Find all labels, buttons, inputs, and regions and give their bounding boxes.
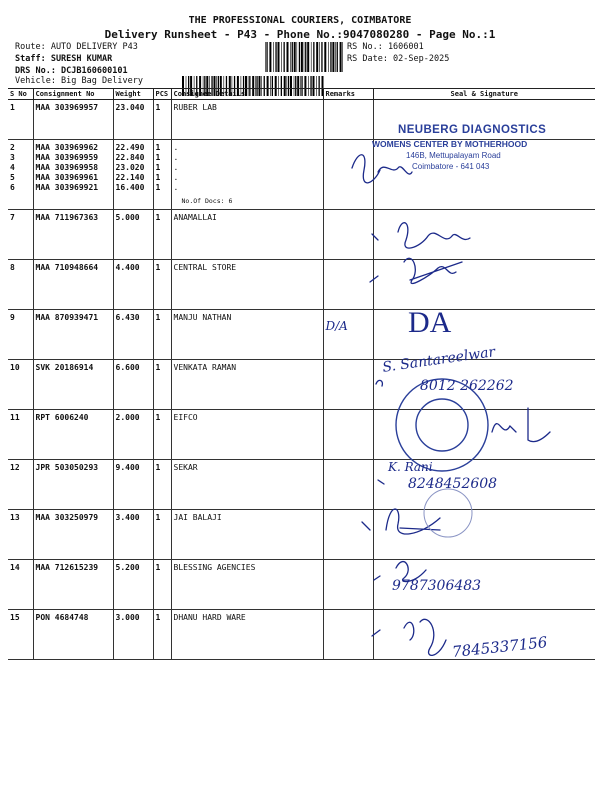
cell-remarks	[323, 260, 373, 310]
cell-sno	[8, 360, 33, 410]
cell-consignee-value: SEKAR	[173, 463, 198, 472]
cell-pcs	[153, 410, 171, 460]
cell-consignment	[33, 460, 113, 510]
table-row	[8, 460, 595, 510]
cell-pcs-value: 1	[155, 183, 161, 192]
col-weight: Weight	[113, 89, 153, 100]
cell-consignee	[171, 210, 323, 260]
cell-pcs-value: 1	[155, 463, 161, 472]
cell-consignment-value: JPR 503050293	[35, 463, 99, 472]
cell-weight-value: 22.140	[115, 173, 145, 182]
cell-consignee	[171, 100, 323, 140]
cell-sno	[8, 410, 33, 460]
cell-remarks	[323, 560, 373, 610]
cell-seal-signature	[373, 260, 595, 310]
cell-weight	[113, 560, 153, 610]
cell-sno-value: 10	[10, 363, 20, 372]
cell-sno-value: 1	[10, 103, 15, 112]
cell-consignment-value: MAA 303969958	[35, 163, 99, 172]
cell-pcs	[153, 100, 171, 140]
cell-weight-value: 6.600	[115, 363, 140, 372]
cell-remarks	[323, 310, 373, 360]
cell-sno-value: 15	[10, 613, 20, 622]
cell-weight-value: 23.020	[115, 163, 145, 172]
cell-sno-value: 11	[10, 413, 20, 422]
cell-consignee-value: JAI BALAJI	[173, 513, 222, 522]
cell-consignee-value: DHANU HARD WARE	[173, 613, 246, 622]
cell-pcs-value: 1	[155, 103, 161, 112]
cell-consignment	[33, 410, 113, 460]
cell-pcs	[153, 510, 171, 560]
cell-sno-value: 2	[10, 143, 15, 152]
cell-consignment	[33, 510, 113, 560]
cell-sno-value: 9	[10, 313, 15, 322]
cell-pcs	[153, 310, 171, 360]
cell-pcs	[153, 560, 171, 610]
table-row	[8, 510, 595, 560]
cell-consignment-value: SVK 20186914	[35, 363, 94, 372]
cell-pcs-value: 1	[155, 213, 161, 222]
cell-weight-value: 5.000	[115, 213, 140, 222]
cell-weight	[113, 410, 153, 460]
col-seal: Seal & Signature	[373, 89, 595, 100]
stamp-neuberg-line2: 146B, Mettupalayam Road	[406, 151, 501, 160]
table-header	[8, 89, 595, 100]
cell-sno-value: 4	[10, 163, 15, 172]
cell-consignee-value: VENKATA RAMAN	[173, 363, 237, 372]
cell-pcs-value: 1	[155, 513, 161, 522]
cell-sno	[8, 140, 33, 210]
cell-weight-value: 22.840	[115, 153, 145, 162]
cell-weight-value: 6.430	[115, 313, 140, 322]
cell-consignee	[171, 140, 323, 210]
cell-weight-value: 22.490	[115, 143, 145, 152]
cell-consignment	[33, 560, 113, 610]
stamp-neuberg-name: NEUBERG DIAGNOSTICS	[398, 124, 547, 136]
cell-sno	[8, 460, 33, 510]
cell-consignee-value: .	[173, 143, 179, 152]
cell-remarks	[323, 460, 373, 510]
cell-pcs	[153, 260, 171, 310]
cell-consignee-value: CENTRAL STORE	[173, 263, 237, 272]
cell-sno	[8, 100, 33, 140]
handwriting-phone-row-10: 8012 262262	[420, 378, 514, 394]
cell-pcs-value: 1	[155, 153, 161, 162]
cell-consignment-value: MAA 870939471	[35, 313, 99, 322]
cell-consignment-value: MAA 710948664	[35, 263, 99, 272]
handwriting-phone-row-15: 7845337156	[451, 633, 549, 661]
cell-pcs-value: 1	[155, 163, 161, 172]
cell-consignee-value: .	[173, 183, 179, 192]
cell-pcs-value: 1	[155, 173, 161, 182]
col-pcs: PCS	[153, 89, 171, 100]
cell-consignment-value: MAA 303969921	[35, 183, 99, 192]
cell-consignment-value: MAA 303969957	[35, 103, 99, 112]
cell-consignee	[171, 410, 323, 460]
stamp-neuberg-line1: WOMENS CENTER BY MOTHERHOOD	[372, 139, 528, 149]
route-label: Route: AUTO DELIVERY P43	[15, 42, 138, 52]
cell-sno-value: 13	[10, 513, 20, 522]
cell-consignment	[33, 360, 113, 410]
cell-consignment-value: MAA 711967363	[35, 213, 99, 222]
cell-pcs-value: 1	[155, 413, 161, 422]
runsheet-title: Delivery Runsheet - P43 - Phone No.:9047080280 - Page No.:1	[104, 28, 496, 41]
handwriting-name-row-10: S. Santareelwar	[381, 344, 497, 376]
cell-pcs-value: 1	[155, 563, 161, 572]
cell-sno-value: 6	[10, 183, 15, 192]
cell-sno	[8, 210, 33, 260]
cell-consignee-value: ANAMALLAI	[173, 213, 217, 222]
cell-remarks	[323, 360, 373, 410]
cell-sno-value: 5	[10, 173, 15, 182]
drs-label: DRS No.: DCJB160600101	[15, 66, 128, 76]
cell-consignment	[33, 260, 113, 310]
cell-consignment-value: MAA 303250979	[35, 513, 99, 522]
cell-pcs	[153, 210, 171, 260]
cell-weight-value: 3.400	[115, 513, 140, 522]
cell-consignee	[171, 560, 323, 610]
cell-pcs-value: 1	[155, 363, 161, 372]
cell-remarks	[323, 610, 373, 660]
handwriting-row-9: DA	[408, 306, 452, 339]
cell-consignee-value: EIFCO	[173, 413, 198, 422]
cell-weight	[113, 460, 153, 510]
cell-remarks	[323, 410, 373, 460]
cell-pcs-value: 1	[155, 613, 161, 622]
col-remarks: Remarks	[323, 89, 373, 100]
cell-sno-value: 12	[10, 463, 20, 472]
cell-consignee	[171, 360, 323, 410]
handwriting-name-row-12: K. Rani	[388, 460, 433, 474]
cell-weight	[113, 100, 153, 140]
vehicle-label: Vehicle: Big Bag Delivery	[15, 76, 143, 86]
rs-no-label: RS No.: 1606001	[347, 42, 424, 52]
cell-consignment	[33, 100, 113, 140]
handwriting-phone-row-12: 8248452608	[408, 476, 498, 492]
stamp-neuberg-line3: Coimbatore - 641 043	[412, 162, 490, 171]
cell-consignment	[33, 610, 113, 660]
col-sno: S No	[8, 89, 33, 100]
cell-consignee-value: MANJU NATHAN	[173, 313, 232, 322]
cell-weight-value: 3.000	[115, 613, 140, 622]
cell-consignment-value: MAA 303969959	[35, 153, 99, 162]
runsheet-table	[8, 88, 595, 660]
cell-consignee	[171, 260, 323, 310]
barcode-rs	[265, 42, 343, 72]
cell-sno	[8, 510, 33, 560]
cell-weight	[113, 310, 153, 360]
table-row	[8, 140, 595, 210]
cell-weight	[113, 140, 153, 210]
cell-sno	[8, 560, 33, 610]
cell-consignment-value: MAA 303969962	[35, 143, 99, 152]
cell-weight	[113, 610, 153, 660]
table-row	[8, 560, 595, 610]
cell-sno	[8, 310, 33, 360]
cell-consignee	[171, 510, 323, 560]
cell-seal-signature	[373, 410, 595, 460]
cell-pcs-value: 1	[155, 143, 161, 152]
cell-pcs-value: 1	[155, 313, 161, 322]
cell-seal-signature	[373, 140, 595, 210]
cell-consignee-value: .	[173, 153, 179, 162]
cell-remarks	[323, 210, 373, 260]
docs-count: No.Of Docs: 6	[181, 197, 233, 205]
cell-weight-value: 16.400	[115, 183, 145, 192]
cell-weight	[113, 260, 153, 310]
cell-consignee-value: .	[173, 163, 179, 172]
cell-weight-value: 5.200	[115, 563, 140, 572]
col-consignee: Consignee Details	[171, 89, 323, 100]
cell-weight-value: 4.400	[115, 263, 140, 272]
cell-weight	[113, 360, 153, 410]
cell-consignee-value: RUBER LAB	[173, 103, 217, 112]
cell-consignment-value: PON 4684748	[35, 613, 89, 622]
cell-sno-value: 3	[10, 153, 15, 162]
cell-consignment-value: MAA 303969961	[35, 173, 99, 182]
table-row	[8, 310, 595, 360]
col-consignment: Consignment No	[33, 89, 113, 100]
table-row	[8, 210, 595, 260]
cell-pcs	[153, 360, 171, 410]
table-row	[8, 260, 595, 310]
cell-weight-value: 2.000	[115, 413, 140, 422]
cell-sno	[8, 610, 33, 660]
cell-sno	[8, 260, 33, 310]
cell-consignee	[171, 460, 323, 510]
handwriting-phone-row-14: 9787306483	[392, 578, 482, 594]
cell-weight	[113, 510, 153, 560]
staff-label: Staff: SURESH KUMAR	[15, 54, 113, 64]
cell-weight-value: 9.400	[115, 463, 140, 472]
cell-weight	[113, 210, 153, 260]
cell-pcs	[153, 610, 171, 660]
cell-consignment	[33, 210, 113, 260]
cell-consignee	[171, 610, 323, 660]
cell-remarks	[323, 510, 373, 560]
table-row	[8, 410, 595, 460]
cell-consignment-value: RPT 6006240	[35, 413, 89, 422]
cell-consignee-value: .	[173, 173, 179, 182]
cell-seal-signature	[373, 510, 595, 560]
remarks-value: D/A	[325, 319, 348, 333]
cell-pcs	[153, 140, 171, 210]
cell-consignment	[33, 310, 113, 360]
cell-consignment-value: MAA 712615239	[35, 563, 99, 572]
cell-consignment	[33, 140, 113, 210]
cell-remarks	[323, 140, 373, 210]
cell-consignee	[171, 310, 323, 360]
cell-pcs-value: 1	[155, 263, 161, 272]
cell-consignee-value: BLESSING AGENCIES	[173, 563, 256, 572]
rs-date-label: RS Date: 02-Sep-2025	[347, 54, 450, 64]
cell-pcs	[153, 460, 171, 510]
cell-sno-value: 7	[10, 213, 15, 222]
cell-remarks	[323, 100, 373, 140]
cell-seal-signature	[373, 210, 595, 260]
cell-sno-value: 8	[10, 263, 15, 272]
cell-sno-value: 14	[10, 563, 20, 572]
cell-weight-value: 23.040	[115, 103, 145, 112]
company-title: THE PROFESSIONAL COURIERS, COIMBATORE	[188, 15, 412, 26]
